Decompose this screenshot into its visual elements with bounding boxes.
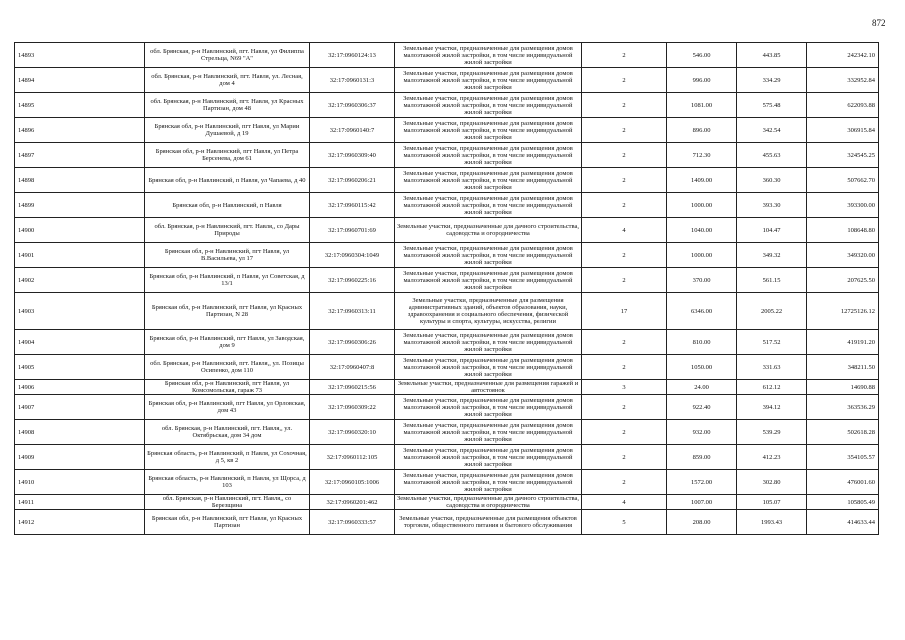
- cadastral-number-cell: 32:17:0960306:37: [310, 93, 395, 118]
- specific-value-cell: 334.29: [737, 68, 807, 93]
- row-number-cell: 14904: [15, 330, 145, 355]
- area-cell: 370.00: [667, 268, 737, 293]
- specific-value-cell: 455.63: [737, 143, 807, 168]
- cadastral-value-cell: 507662.70: [807, 168, 879, 193]
- table-row: [15, 293, 879, 330]
- area-cell: 1000.00: [667, 243, 737, 268]
- cadastral-value-cell: 348211.50: [807, 355, 879, 380]
- specific-value-cell: 443.85: [737, 43, 807, 68]
- group-cell: 4: [582, 218, 667, 243]
- row-number-cell: 14897: [15, 143, 145, 168]
- cadastral-number-cell: 32:17:0960206:21: [310, 168, 395, 193]
- table-row: [15, 510, 879, 535]
- area-cell: 1572.00: [667, 470, 737, 495]
- cadastral-value-cell: 363536.29: [807, 395, 879, 420]
- address-cell: обл. Брянская, р-н Навлинский, пгт. Навля, ул Красных Партизан, дом 48: [145, 93, 310, 118]
- address-cell: обл. Брянская, р-н Навлинский, пгт. Навля,, сo Березщина: [145, 495, 310, 510]
- land-use-cell: Земельные участки, предназначенные для размещения домов малоэтажной жилой застройки, в том числе индивидуальной жилой застройки: [395, 118, 582, 143]
- row-number-cell: 14902: [15, 268, 145, 293]
- address-cell: Брянская область, р-н Навлинский, п Навля, ул Щорса, д 103: [145, 470, 310, 495]
- row-number-cell: 14910: [15, 470, 145, 495]
- specific-value-cell: 612.12: [737, 380, 807, 395]
- row-number-cell: 14906: [15, 380, 145, 395]
- specific-value-cell: 1993.43: [737, 510, 807, 535]
- cadastral-number-cell: 32:17:0960105:1006: [310, 470, 395, 495]
- cadastral-value-cell: 207625.50: [807, 268, 879, 293]
- cadastral-number-cell: 32:17:0960131:3: [310, 68, 395, 93]
- area-cell: 859.00: [667, 445, 737, 470]
- group-cell: 5: [582, 510, 667, 535]
- cadastral-number-cell: 32:17:0960225:16: [310, 268, 395, 293]
- cadastral-number-cell: 32:17:0960304:1049: [310, 243, 395, 268]
- land-use-cell: Земельные участки, предназначенные для размещения домов малоэтажной жилой застройки, в том числе индивидуальной жилой застройки: [395, 470, 582, 495]
- cadastral-number-cell: 32:17:0960333:57: [310, 510, 395, 535]
- group-cell: 3: [582, 380, 667, 395]
- cadastral-number-cell: 32:17:0960309:22: [310, 395, 395, 420]
- row-number-cell: 14895: [15, 93, 145, 118]
- area-cell: 712.30: [667, 143, 737, 168]
- cadastral-value-cell: 12725126.12: [807, 293, 879, 330]
- area-cell: 546.00: [667, 43, 737, 68]
- cadastral-value-cell: 419191.20: [807, 330, 879, 355]
- group-cell: 2: [582, 330, 667, 355]
- specific-value-cell: 575.48: [737, 93, 807, 118]
- table-row: [15, 268, 879, 293]
- cadastral-number-cell: 32:17:0960313:11: [310, 293, 395, 330]
- land-use-cell: Земельные участки, предназначенные для размещения домов малоэтажной жилой застройки, в том числе индивидуальной жилой застройки: [395, 143, 582, 168]
- address-cell: Брянская обл, р-н Навлинский, п Навля, ул Чапаева, д 40: [145, 168, 310, 193]
- address-cell: обл. Брянская, р-н Навлинский, пгт. Навля,, сo Дары Природы: [145, 218, 310, 243]
- address-cell: Брянская обл, р-н Навлинский, п Навля, ул Советская, д 13/1: [145, 268, 310, 293]
- group-cell: 2: [582, 143, 667, 168]
- row-number-cell: 14901: [15, 243, 145, 268]
- specific-value-cell: 360.30: [737, 168, 807, 193]
- table-row: [15, 243, 879, 268]
- land-use-cell: Земельные участки, предназначенные для размещения административных зданий, объектов образования, науки, здравоохранения и социального обеспечения, физической культуры и спорта, культуры, искусства, религии: [395, 293, 582, 330]
- area-cell: 1007.00: [667, 495, 737, 510]
- cadastral-value-cell: 306915.84: [807, 118, 879, 143]
- address-cell: обл. Брянская, р-н Навлинский, пгт. Навля, ул. Лесная, дом 4: [145, 68, 310, 93]
- group-cell: 2: [582, 93, 667, 118]
- address-cell: Брянская обл, р-н Навлинский, пгт Навля, ул Марии Душаевой, д 19: [145, 118, 310, 143]
- group-cell: 2: [582, 395, 667, 420]
- row-number-cell: 14896: [15, 118, 145, 143]
- area-cell: 1081.00: [667, 93, 737, 118]
- address-cell: Брянская область, р-н Навлинский, п Навля, ул Сохочная, д 5, кв 2: [145, 445, 310, 470]
- specific-value-cell: 331.63: [737, 355, 807, 380]
- table-row: [15, 470, 879, 495]
- address-cell: Брянская обл, р-н Навлинский, пгт Навля, ул Комсомольская, гараж 73: [145, 380, 310, 395]
- cadastral-value-cell: 324545.25: [807, 143, 879, 168]
- cadastral-number-cell: 32:17:0960320:10: [310, 420, 395, 445]
- group-cell: 2: [582, 168, 667, 193]
- address-cell: Брянская обл, р-н Навлинский, п Навля: [145, 193, 310, 218]
- row-number-cell: 14911: [15, 495, 145, 510]
- table-row: [15, 218, 879, 243]
- cadastral-value-table: [14, 42, 879, 535]
- land-use-cell: Земельные участки, предназначенные для размещения домов малоэтажной жилой застройки, в том числе индивидуальной жилой застройки: [395, 445, 582, 470]
- land-use-cell: Земельные участки, предназначенные для размещения домов малоэтажной жилой застройки, в том числе индивидуальной жилой застройки: [395, 193, 582, 218]
- area-cell: 810.00: [667, 330, 737, 355]
- cadastral-number-cell: 32:17:0960701:69: [310, 218, 395, 243]
- cadastral-value-cell: 476001.60: [807, 470, 879, 495]
- area-cell: 24.00: [667, 380, 737, 395]
- cadastral-number-cell: 32:17:0960309:40: [310, 143, 395, 168]
- cadastral-value-cell: 349320.00: [807, 243, 879, 268]
- land-use-cell: Земельные участки, предназначенные для размещения домов малоэтажной жилой застройки, в том числе индивидуальной жилой застройки: [395, 268, 582, 293]
- row-number-cell: 14899: [15, 193, 145, 218]
- group-cell: 2: [582, 268, 667, 293]
- land-use-cell: Земельные участки, предназначенные для размещения домов малоэтажной жилой застройки, в том числе индивидуальной жилой застройки: [395, 168, 582, 193]
- address-cell: Брянская обл, р-н Навлинский, пгт Навля, ул Орловская, дом 43: [145, 395, 310, 420]
- area-cell: 1040.00: [667, 218, 737, 243]
- specific-value-cell: 412.23: [737, 445, 807, 470]
- specific-value-cell: 105.07: [737, 495, 807, 510]
- address-cell: Брянская обл, р-н Навлинский, пгт Навля, ул Петра Берсенева, дом 61: [145, 143, 310, 168]
- area-cell: 1000.00: [667, 193, 737, 218]
- specific-value-cell: 2005.22: [737, 293, 807, 330]
- table-row: [15, 445, 879, 470]
- table-row: [15, 495, 879, 510]
- group-cell: 2: [582, 243, 667, 268]
- cadastral-value-cell: 108648.80: [807, 218, 879, 243]
- specific-value-cell: 393.30: [737, 193, 807, 218]
- cadastral-value-cell: 354105.57: [807, 445, 879, 470]
- cadastral-number-cell: 32:17:0960306:26: [310, 330, 395, 355]
- cadastral-number-cell: 32:17:0960140:7: [310, 118, 395, 143]
- cadastral-number-cell: 32:17:0960124:13: [310, 43, 395, 68]
- group-cell: 2: [582, 420, 667, 445]
- land-use-cell: Земельные участки, предназначенные для размещения домов малоэтажной жилой застройки, в том числе индивидуальной жилой застройки: [395, 43, 582, 68]
- land-use-cell: Земельные участки, предназначенные для дачного строительства, садоводства и огородничества: [395, 218, 582, 243]
- land-use-cell: Земельные участки, предназначенные для размещения гаражей и автостоянок: [395, 380, 582, 395]
- cadastral-value-cell: 502618.28: [807, 420, 879, 445]
- page-number: 872: [872, 18, 886, 28]
- table-row: [15, 168, 879, 193]
- specific-value-cell: 539.29: [737, 420, 807, 445]
- specific-value-cell: 561.15: [737, 268, 807, 293]
- address-cell: обл. Брянская, р-н Навлинский, пгт. Навля,, ул. Октябрьская, дом 34 дом: [145, 420, 310, 445]
- land-use-cell: Земельные участки, предназначенные для размещения объектов торговли, общественного питания и бытового обслуживания: [395, 510, 582, 535]
- table-row: [15, 118, 879, 143]
- land-use-cell: Земельные участки, предназначенные для дачного строительства, садоводства и огородничества: [395, 495, 582, 510]
- group-cell: 2: [582, 193, 667, 218]
- cadastral-number-cell: 32:17:0960112:105: [310, 445, 395, 470]
- specific-value-cell: 349.32: [737, 243, 807, 268]
- row-number-cell: 14907: [15, 395, 145, 420]
- cadastral-number-cell: 32:17:0960115:42: [310, 193, 395, 218]
- group-cell: 4: [582, 495, 667, 510]
- group-cell: 2: [582, 68, 667, 93]
- table-row: [15, 68, 879, 93]
- row-number-cell: 14905: [15, 355, 145, 380]
- cadastral-number-cell: 32:17:0960407:8: [310, 355, 395, 380]
- cadastral-value-cell: 393300.00: [807, 193, 879, 218]
- table-row: [15, 380, 879, 395]
- area-cell: 1050.00: [667, 355, 737, 380]
- land-use-cell: Земельные участки, предназначенные для размещения домов малоэтажной жилой застройки, в том числе индивидуальной жилой застройки: [395, 395, 582, 420]
- group-cell: 2: [582, 470, 667, 495]
- group-cell: 2: [582, 445, 667, 470]
- table-row: [15, 420, 879, 445]
- row-number-cell: 14900: [15, 218, 145, 243]
- land-use-cell: Земельные участки, предназначенные для размещения домов малоэтажной жилой застройки, в том числе индивидуальной жилой застройки: [395, 93, 582, 118]
- cadastral-number-cell: 32:17:0960201:462: [310, 495, 395, 510]
- area-cell: 1409.00: [667, 168, 737, 193]
- table-row: [15, 355, 879, 380]
- row-number-cell: 14908: [15, 420, 145, 445]
- group-cell: 2: [582, 355, 667, 380]
- address-cell: обл. Брянская, р-н Навлинский, пгт. Навля, ул Филиппа Стрельца, N69 "А": [145, 43, 310, 68]
- land-use-cell: Земельные участки, предназначенные для размещения домов малоэтажной жилой застройки, в том числе индивидуальной жилой застройки: [395, 420, 582, 445]
- row-number-cell: 14903: [15, 293, 145, 330]
- land-use-cell: Земельные участки, предназначенные для размещения домов малоэтажной жилой застройки, в том числе индивидуальной жилой застройки: [395, 355, 582, 380]
- cadastral-value-cell: 414633.44: [807, 510, 879, 535]
- land-use-cell: Земельные участки, предназначенные для размещения домов малоэтажной жилой застройки, в том числе индивидуальной жилой застройки: [395, 68, 582, 93]
- table-row: [15, 143, 879, 168]
- specific-value-cell: 517.52: [737, 330, 807, 355]
- group-cell: 2: [582, 43, 667, 68]
- cadastral-value-cell: 14690.88: [807, 380, 879, 395]
- row-number-cell: 14894: [15, 68, 145, 93]
- address-cell: обл. Брянская, р-н Навлинский, пгт. Навля,, ул. Позицы Осипенко, дом 110: [145, 355, 310, 380]
- table-row: [15, 43, 879, 68]
- address-cell: Брянская обл, р-н Навлинский, пгт Навля, ул Красных Партизан, N 28: [145, 293, 310, 330]
- row-number-cell: 14898: [15, 168, 145, 193]
- group-cell: 17: [582, 293, 667, 330]
- cadastral-value-cell: 105805.49: [807, 495, 879, 510]
- area-cell: 896.00: [667, 118, 737, 143]
- table-row: [15, 395, 879, 420]
- area-cell: 996.00: [667, 68, 737, 93]
- area-cell: 208.00: [667, 510, 737, 535]
- area-cell: 922.40: [667, 395, 737, 420]
- table-row: [15, 93, 879, 118]
- cadastral-number-cell: 32:17:0960215:56: [310, 380, 395, 395]
- row-number-cell: 14893: [15, 43, 145, 68]
- group-cell: 2: [582, 118, 667, 143]
- cadastral-value-cell: 242342.10: [807, 43, 879, 68]
- table-row: [15, 193, 879, 218]
- specific-value-cell: 342.54: [737, 118, 807, 143]
- address-cell: Брянская обл, р-н Навлинский, пгт Навля, ул Заводская, дом 9: [145, 330, 310, 355]
- row-number-cell: 14912: [15, 510, 145, 535]
- land-use-cell: Земельные участки, предназначенные для размещения домов малоэтажной жилой застройки, в том числе индивидуальной жилой застройки: [395, 243, 582, 268]
- row-number-cell: 14909: [15, 445, 145, 470]
- area-cell: 932.00: [667, 420, 737, 445]
- specific-value-cell: 104.47: [737, 218, 807, 243]
- address-cell: Брянская обл, р-н Навлинский, пгт Навля, ул Красных Партизан: [145, 510, 310, 535]
- address-cell: Брянская обл, р-н Навлинский, пгт Навля, ул В.Васильева, ул 17: [145, 243, 310, 268]
- specific-value-cell: 302.80: [737, 470, 807, 495]
- cadastral-value-cell: 332952.84: [807, 68, 879, 93]
- area-cell: 6346.00: [667, 293, 737, 330]
- table-row: [15, 330, 879, 355]
- specific-value-cell: 394.12: [737, 395, 807, 420]
- cadastral-value-cell: 622093.88: [807, 93, 879, 118]
- land-use-cell: Земельные участки, предназначенные для размещения домов малоэтажной жилой застройки, в том числе индивидуальной жилой застройки: [395, 330, 582, 355]
